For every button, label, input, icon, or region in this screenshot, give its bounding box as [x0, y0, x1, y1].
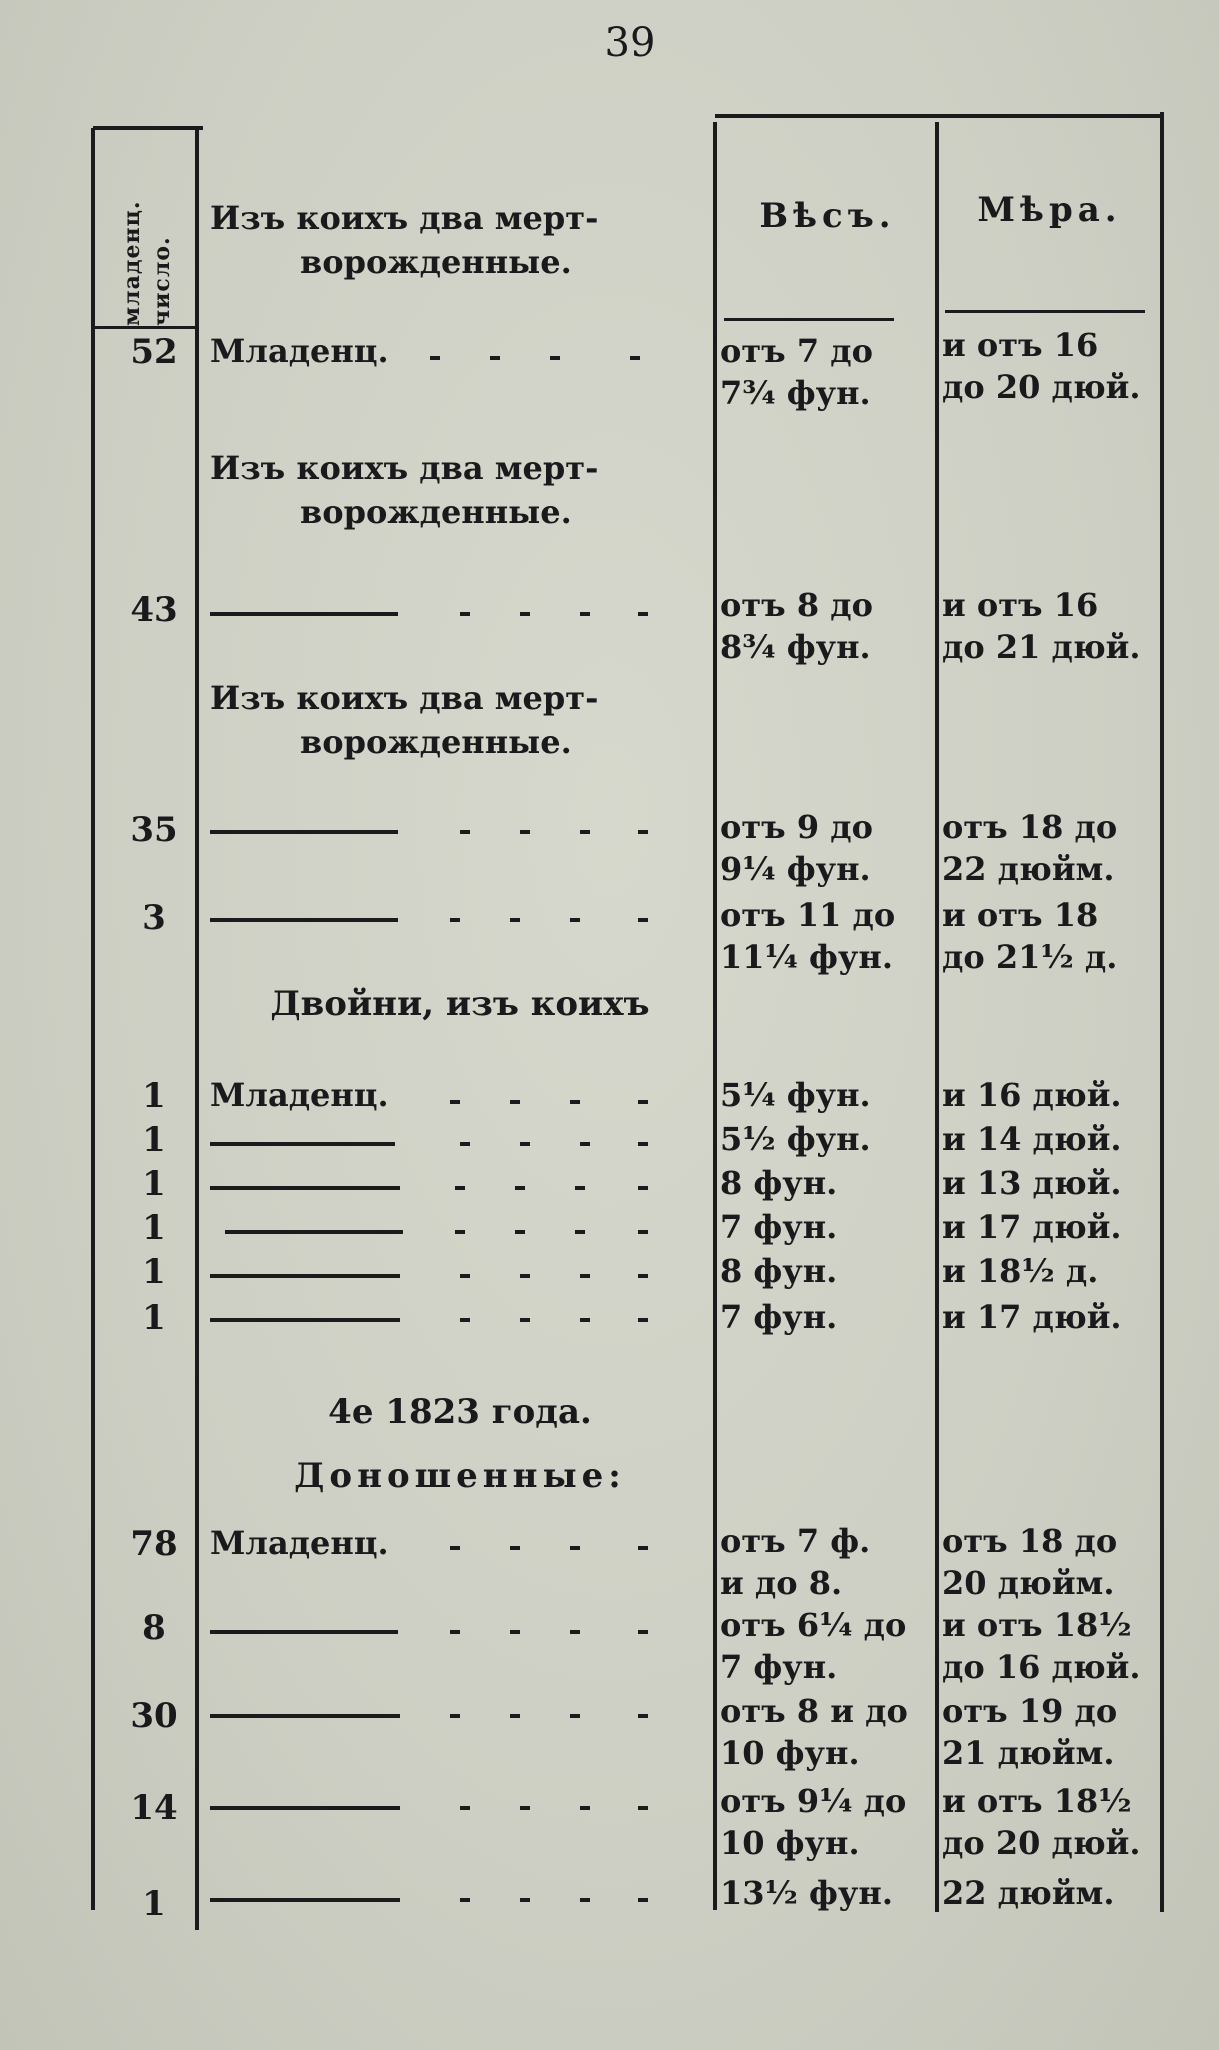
- row-count: 1: [142, 1120, 166, 1160]
- table-top-rule-right: [715, 114, 1163, 118]
- measure-cell: и отъ 16 до 20 дюй.: [942, 326, 1141, 406]
- dash-leader: [210, 1300, 660, 1340]
- header-description: Изъ коихъ два мерт- ворожденные.: [210, 199, 599, 281]
- year-heading: 4е 1823 года.: [328, 1392, 592, 1432]
- count-column-divider: [195, 128, 199, 1930]
- row-count: 1: [142, 1208, 166, 1248]
- row-count: 3: [142, 898, 166, 938]
- dash-leader: [210, 1082, 660, 1122]
- measure-cell: и 16 дюй.: [942, 1076, 1122, 1114]
- measure-cell: отъ 19 до 21 дюйм.: [942, 1692, 1118, 1772]
- measure-cell: отъ 18 до 20 дюйм.: [942, 1522, 1118, 1602]
- row-count: 8: [142, 1608, 166, 1648]
- row-count: 30: [130, 1696, 178, 1736]
- measure-cell: и отъ 16 до 21 дюй.: [942, 586, 1141, 666]
- row-count: 14: [130, 1788, 178, 1828]
- dash-leader: [210, 1788, 660, 1828]
- weight-cell: отъ 6¼ до 7 фун.: [720, 1606, 907, 1686]
- measure-header-rule: [945, 310, 1145, 313]
- row-label: Младенц.: [210, 1076, 389, 1114]
- measure-cell: и 17 дюй.: [942, 1298, 1122, 1336]
- section-heading: Доношенные:: [294, 1456, 626, 1496]
- weight-cell: отъ 8 до 8¾ фун.: [720, 586, 873, 666]
- section-heading: Двойни, изъ коихъ: [270, 984, 650, 1024]
- dash-leader: [210, 1880, 660, 1920]
- count-column-header: [108, 130, 186, 326]
- row-count: 1: [142, 1252, 166, 1292]
- row-count: 1: [142, 1076, 166, 1116]
- row-note: Изъ коихъ два мерт- ворожденные.: [210, 679, 599, 761]
- weight-cell: отъ 7 до 7¾ фун.: [720, 332, 873, 412]
- dash-leader: [210, 1612, 660, 1652]
- row-note: Изъ коихъ два мерт- ворожденные.: [210, 449, 599, 531]
- table-left-border: [91, 128, 95, 1910]
- row-count: 1: [142, 1884, 166, 1924]
- weight-cell: 8 фун.: [720, 1164, 838, 1202]
- weight-cell: отъ 8 и до 10 фун.: [720, 1692, 908, 1772]
- measure-cell: и отъ 18½ до 20 дюй.: [942, 1782, 1141, 1862]
- measure-cell: и 14 дюй.: [942, 1120, 1122, 1158]
- weight-cell: 5¼ фун.: [720, 1076, 871, 1114]
- count-header-rule: [93, 326, 197, 329]
- weight-cell: 13½ фун.: [720, 1874, 893, 1912]
- row-count: 35: [130, 810, 178, 850]
- dash-leader: [210, 1696, 660, 1736]
- row-label: Младенц.: [210, 332, 389, 370]
- dash-leader: [210, 338, 660, 378]
- measure-cell: и 18½ д.: [942, 1252, 1099, 1290]
- weight-cell: 8 фун.: [720, 1252, 838, 1290]
- row-count: 78: [130, 1524, 178, 1564]
- row-count: 43: [130, 590, 178, 630]
- dash-leader: [210, 1212, 660, 1252]
- measure-cell: и отъ 18 до 21½ д.: [942, 896, 1118, 976]
- weight-cell: 7 фун.: [720, 1298, 838, 1336]
- measure-cell: и 13 дюй.: [942, 1164, 1122, 1202]
- measure-cell: отъ 18 до 22 дюйм.: [942, 808, 1118, 888]
- row-count: 1: [142, 1298, 166, 1338]
- weight-cell: отъ 11 до 11¼ фун.: [720, 896, 896, 976]
- dash-leader: [210, 1168, 660, 1208]
- dash-leader: [210, 812, 660, 852]
- measure-cell: и 17 дюй.: [942, 1208, 1122, 1246]
- weight-cell: отъ 9¼ до 10 фун.: [720, 1782, 907, 1862]
- row-count: 52: [130, 332, 178, 372]
- dash-leader: [210, 1256, 660, 1296]
- measure-header: Мѣра.: [977, 190, 1122, 230]
- weight-cell: 7 фун.: [720, 1208, 838, 1246]
- measure-cell: и отъ 18½ до 16 дюй.: [942, 1606, 1141, 1686]
- count-header-line-2: младенц.: [119, 200, 145, 326]
- dash-leader: [210, 594, 660, 634]
- weight-cell: отъ 9 до 9¼ фун.: [720, 808, 873, 888]
- page-number: 39: [604, 20, 656, 66]
- weight-cell: 5½ фун.: [720, 1120, 871, 1158]
- weight-column-left-border: [713, 122, 717, 1910]
- row-label: Младенц.: [210, 1524, 389, 1562]
- dash-leader: [210, 900, 660, 940]
- measure-cell: 22 дюйм.: [942, 1874, 1115, 1912]
- weight-header-rule: [724, 318, 894, 321]
- dash-leader: [210, 1528, 660, 1568]
- count-header-line-1: число.: [149, 236, 175, 326]
- weight-cell: отъ 7 ф. и до 8.: [720, 1522, 871, 1602]
- weight-header: Вѣсъ.: [759, 196, 896, 236]
- dash-leader: [210, 1124, 660, 1164]
- row-count: 1: [142, 1164, 166, 1204]
